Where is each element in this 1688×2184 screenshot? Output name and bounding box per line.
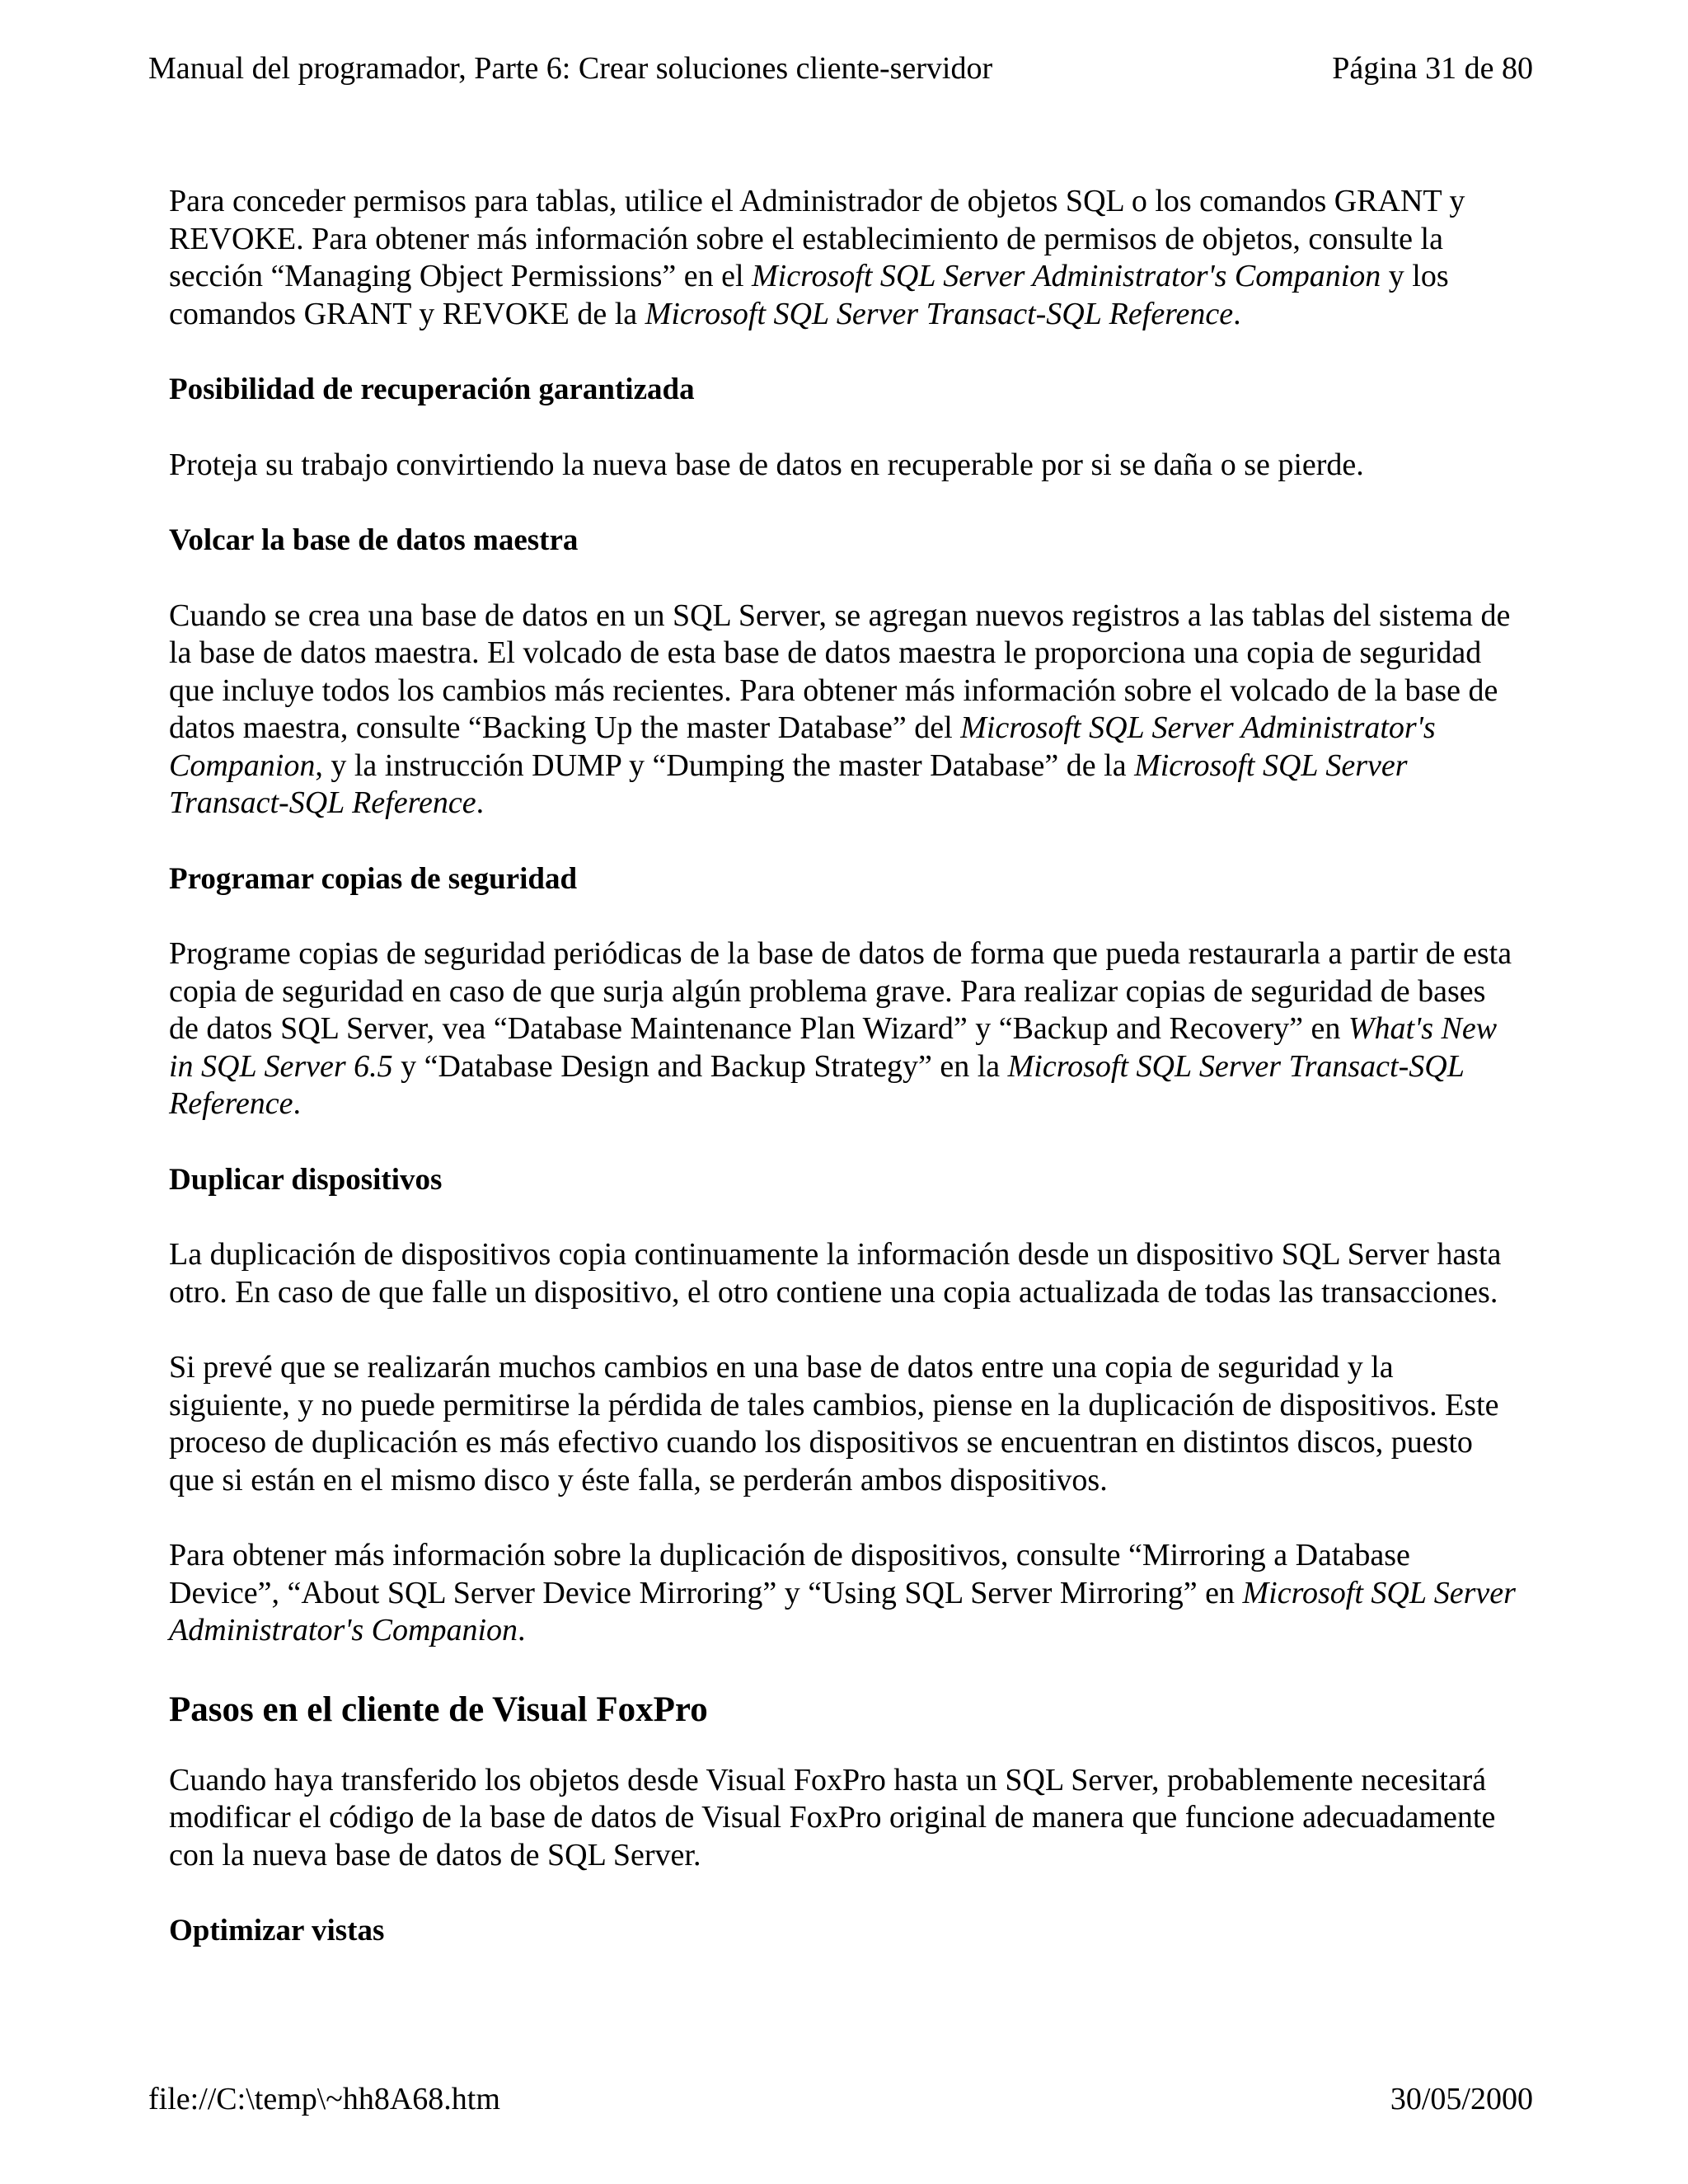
paragraph-proteja: Proteja su trabajo convirtiendo la nueva base de datos en recuperable por si se daña o se pierde. bbox=[169, 447, 1364, 482]
book-title: Microsoft SQL Server Transact-SQL Reference bbox=[169, 748, 1408, 820]
heading-volcar: Volcar la base de datos maestra bbox=[169, 523, 579, 557]
book-title: Microsoft SQL Server Administrator's Companion bbox=[752, 259, 1381, 293]
paragraph-duplicacion: La duplicación de dispositivos copia continuamente la información desde un dispositivo SQL Server hasta otro. En caso de que falle un dispositivo, el otro contiene una copia actualizada de todas las transacciones. bbox=[169, 1237, 1502, 1310]
book-title: What's New in SQL Server 6.5 bbox=[169, 1011, 1498, 1084]
paragraph-volcado: Cuando se crea una base de datos en un SQL Server, se agregan nuevos registros a las tablas del sistema de la base de datos maestra. El volcado de esta base de datos maestra le proporciona una copia de seguridad que incluye todos los cambios más recientes. Para obtener más información sobre el volcado de la base de datos maestra, consulte “Backing Up the master Database” del Microsoft SQL Server Administrator's Companion, y la instrucción DUMP y “Dumping the master Database” de la Microsoft SQL Server Transact-SQL Reference. bbox=[169, 598, 1511, 820]
print-date: 30/05/2000 bbox=[1390, 2082, 1533, 2116]
paragraph-permisos: Para conceder permisos para tablas, utilice el Administrador de objetos SQL o los comandos GRANT y REVOKE. Para obtener más información sobre el establecimiento de permisos de objetos, consulte la sección “Managing Object Permissions” en el Microsoft SQL Server Administrator's Companion y los comandos GRANT y REVOKE de la Microsoft SQL Server Transact-SQL Reference. bbox=[169, 184, 1465, 331]
paragraph-mas-info: Para obtener más información sobre la duplicación de dispositivos, consulte “Mirroring a Database Device”, “About SQL Server Device Mirroring” y “Using SQL Server Mirroring” en Microsoft SQL Server Administrator's Companion. bbox=[169, 1538, 1516, 1647]
paragraph-cambios: Si prevé que se realizarán muchos cambios en una base de datos entre una copia de seguridad y la siguiente, y no puede permitirse la pérdida de tales cambios, piense en la duplicación de dispositivos. Este proceso de duplicación es más efectivo cuando los dispositivos se encuentran en distintos discos, puesto que si están en el mismo disco y éste falla, se perderán ambos dispositivos. bbox=[169, 1350, 1499, 1497]
paragraph-copias: Programe copias de seguridad periódicas de la base de datos de forma que pueda restaurarla a partir de esta copia de seguridad en caso de que surja algún problema grave. Para realizar copias de seguridad de bases de datos SQL Server, vea “Database Maintenance Plan Wizard” y “Backup and Recovery” en What's New in SQL Server 6.5 y “Database Design and Backup Strategy” en la Microsoft SQL Server Transact-SQL Reference. bbox=[169, 936, 1512, 1121]
book-title: Microsoft SQL Server Administrator's Companion bbox=[169, 1575, 1516, 1647]
page-number: Página 31 de 80 bbox=[1332, 51, 1533, 86]
heading-duplicar: Duplicar dispositivos bbox=[169, 1162, 443, 1197]
document-title: Manual del programador, Parte 6: Crear soluciones cliente-servidor bbox=[148, 51, 993, 86]
book-title: Microsoft SQL Server Transact-SQL Reference bbox=[645, 296, 1234, 331]
book-title: Microsoft SQL Server Transact-SQL Reference bbox=[169, 1048, 1465, 1121]
heading-recuperacion: Posibilidad de recuperación garantizada bbox=[169, 373, 695, 406]
book-title: Microsoft SQL Server Administrator's Companion bbox=[169, 710, 1436, 783]
paragraph-transferido: Cuando haya transferido los objetos desde Visual FoxPro hasta un SQL Server, probablemente necesitará modificar el código de la base de datos de Visual FoxPro original de manera que funcione adecuadamente con la nueva base de datos de SQL Server. bbox=[169, 1762, 1496, 1872]
document-body bbox=[169, 183, 1521, 1988]
heading-pasos-cliente: Pasos en el cliente de Visual FoxPro bbox=[169, 1690, 708, 1729]
file-path: file://C:\temp\~hh8A68.htm bbox=[148, 2082, 500, 2116]
heading-optimizar: Optimizar vistas bbox=[169, 1914, 385, 1947]
heading-programar: Programar copias de seguridad bbox=[169, 861, 578, 896]
